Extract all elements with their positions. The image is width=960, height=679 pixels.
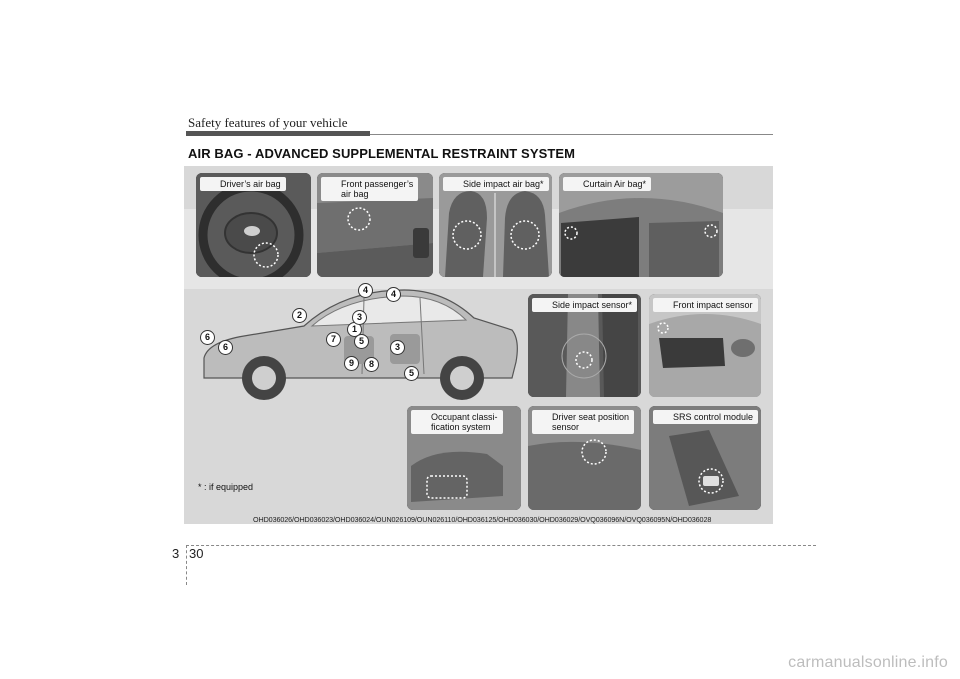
- page-number-value: 30: [189, 546, 204, 561]
- panel-label: Front passenger’s air bag: [321, 177, 418, 201]
- car-callout: 4: [386, 287, 401, 302]
- panel-label: Side impact air bag*: [443, 177, 549, 191]
- section-rule: [370, 134, 773, 135]
- watermark-text: carmanualsonline.info: [788, 654, 948, 671]
- car-callout: 6: [218, 340, 233, 355]
- panel-label: Occupant classi- fication system: [411, 410, 503, 434]
- panel-front-impact-sensor: [649, 294, 761, 397]
- car-callout: 5: [354, 334, 369, 349]
- panel-driver-seat-sensor: [528, 406, 641, 510]
- footer-dashed-rule: [186, 545, 816, 546]
- section-title: Safety features of your vehicle: [188, 115, 348, 130]
- car-callout: 8: [364, 357, 379, 372]
- section-tab-bar: [186, 131, 370, 136]
- car-callout: 6: [200, 330, 215, 345]
- panel-srs-control-module: [649, 406, 761, 510]
- panel-side-impact-airbag: [439, 173, 552, 277]
- image-codes: OHD036026/OHD036023/OHD036024/OUN026109/OUN026110/OHD036125/OHD036030/OHD036029/OVQ036096N/OVQ036095N/OHD036028: [253, 515, 712, 524]
- panel-label: Front impact sensor: [653, 298, 758, 312]
- panel-passenger-airbag: [317, 173, 433, 277]
- car-callout: 2: [292, 308, 307, 323]
- footer-dashed-vertical: [186, 545, 187, 585]
- car-illustration: [194, 278, 524, 408]
- panel-label: Driver’s air bag: [200, 177, 286, 191]
- panel-label: Driver seat position sensor: [532, 410, 634, 434]
- panel-curtain-airbag: [559, 173, 723, 277]
- panel-side-impact-sensor: [528, 294, 641, 397]
- page-title: AIR BAG - ADVANCED SUPPLEMENTAL RESTRAINT SYSTEM: [188, 146, 576, 161]
- car-callout: 7: [326, 332, 341, 347]
- car-callout: 4: [358, 283, 373, 298]
- panel-label: Curtain Air bag*: [563, 177, 651, 191]
- footnote: * : if equipped: [198, 482, 254, 492]
- panel-label: Side impact sensor*: [532, 298, 637, 312]
- car-callout: 5: [404, 366, 419, 381]
- car-callout: 3: [352, 310, 367, 325]
- airbag-figure: [184, 166, 773, 524]
- panel-label: SRS control module: [653, 410, 758, 424]
- panel-drivers-airbag: [196, 173, 311, 277]
- car-callout: 3: [390, 340, 405, 355]
- chapter-number: 3: [172, 546, 180, 561]
- panel-occupant-classification: [407, 406, 521, 510]
- car-callout: 1: [347, 322, 362, 337]
- car-callout: 9: [344, 356, 359, 371]
